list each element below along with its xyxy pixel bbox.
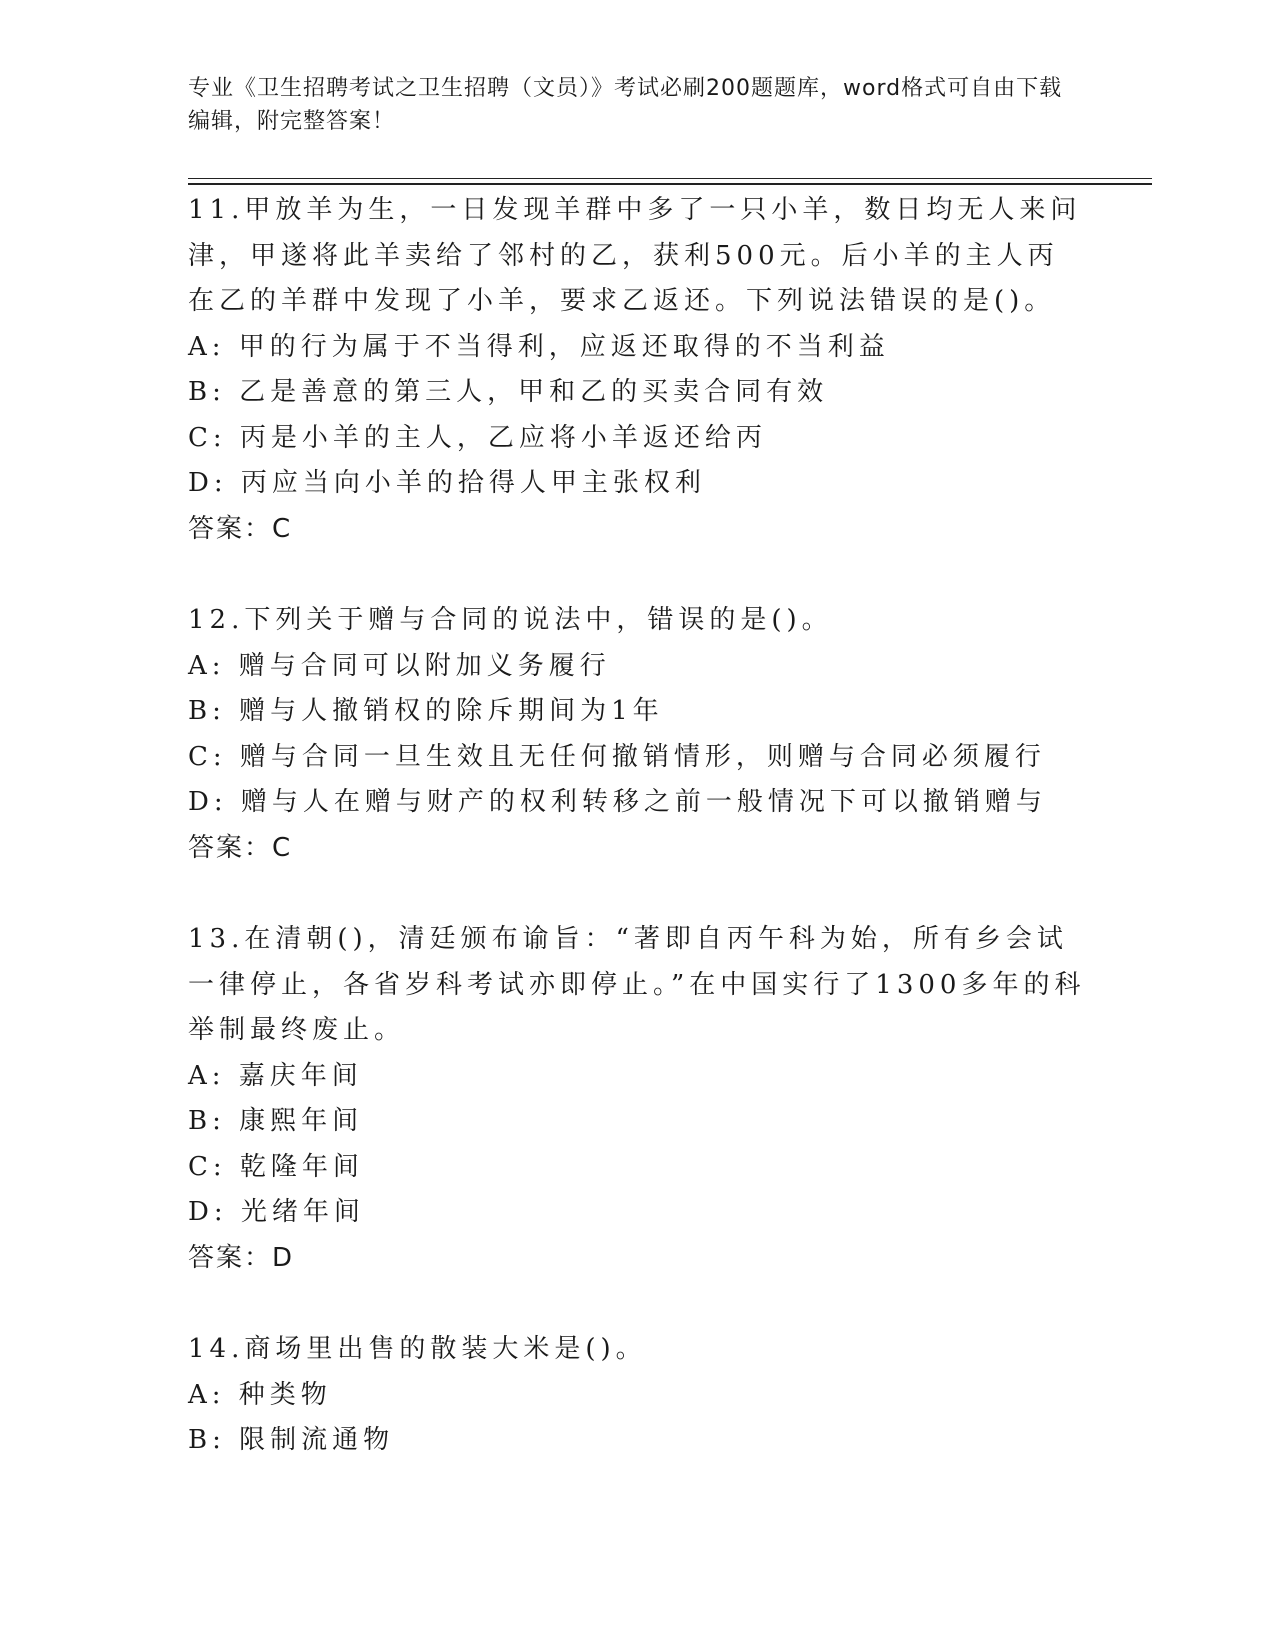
option-a: A: 甲的行为属于不当得利，应返还取得的不当利益 <box>188 331 890 362</box>
option-b: B: 康熙年间 <box>188 1106 364 1136</box>
question-stem: 14.商场里出售的散装大米是()。 <box>188 1334 647 1364</box>
question-stem: 12.下列关于赠与合同的说法中，错误的是()。 <box>188 605 833 635</box>
option-a: A: 嘉庆年间 <box>188 1060 363 1091</box>
option-d: D: 赠与人在赠与财产的权利转移之前一般情况下可以撤销赠与 <box>188 787 1047 817</box>
header-divider-thin <box>188 178 1152 179</box>
answer-line: 答案：C <box>188 832 293 863</box>
option-b: B: 限制流通物 <box>188 1425 395 1455</box>
option-d: D: 光绪年间 <box>188 1197 365 1227</box>
option-a: A: 赠与合同可以附加义务履行 <box>188 650 611 681</box>
header-divider-thick <box>188 183 1152 185</box>
option-c: C: 赠与合同一旦生效且无任何撤销情形，则赠与合同必须履行 <box>188 741 1046 772</box>
option-a: A: 种类物 <box>188 1379 332 1410</box>
question-13 <box>188 917 1088 1281</box>
option-c: C: 乾隆年间 <box>188 1151 364 1182</box>
question-list <box>188 188 1088 1510</box>
answer-line: 答案：D <box>188 1242 295 1273</box>
question-stem: 13.在清朝()，清廷颁布谕旨：“著即自丙午科为始，所有乡会试一律停止，各省岁科考试亦即停止。”在中国实行了1300多年的科举制最终废止。 <box>188 924 1086 1045</box>
option-c: C: 丙是小羊的主人，乙应将小羊返还给丙 <box>188 422 767 453</box>
question-14 <box>188 1327 1088 1464</box>
option-b: B: 乙是善意的第三人，甲和乙的买卖合同有效 <box>188 377 829 407</box>
option-d: D: 丙应当向小羊的拾得人甲主张权利 <box>188 468 706 498</box>
question-11 <box>188 188 1088 552</box>
question-stem: 11.甲放羊为生，一日发现羊群中多了一只小羊，数日均无人来问津，甲遂将此羊卖给了邻村的乙，获利500元。后小羊的主人丙在乙的羊群中发现了小羊，要求乙返还。下列说法错误的是()。 <box>188 195 1082 316</box>
answer-line: 答案：C <box>188 513 293 544</box>
question-12 <box>188 598 1088 871</box>
document-header: 专业《卫生招聘考试之卫生招聘（文员）》考试必刷200题题库，word格式可自由下载编辑，附完整答案！ <box>188 76 1063 134</box>
option-b: B: 赠与人撤销权的除斥期间为1年 <box>188 696 664 726</box>
